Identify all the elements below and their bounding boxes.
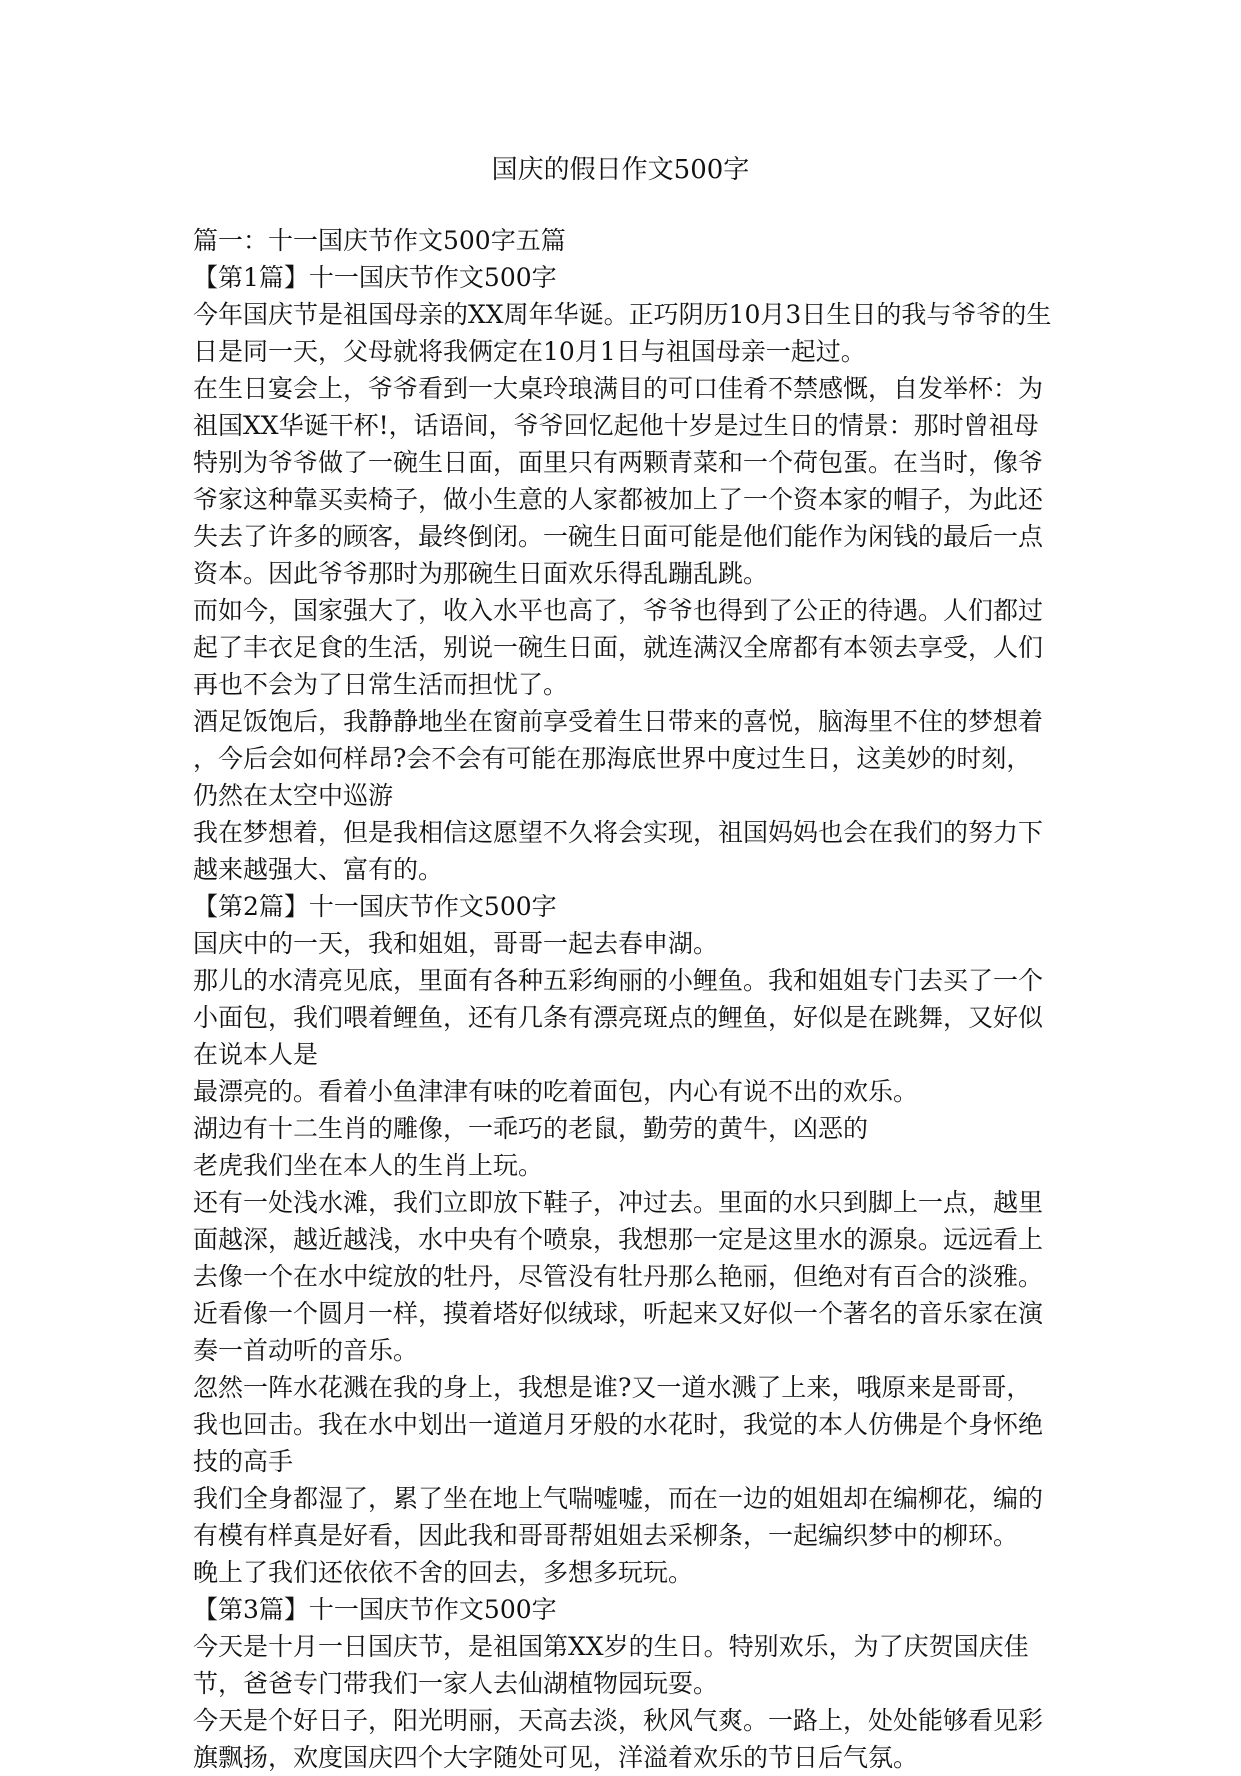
text-line: 还有一处浅水滩，我们立即放下鞋子，冲过去。里面的水只到脚上一点，越里 — [193, 1188, 1044, 1217]
text-line: 资本。因此爷爷那时为那碗生日面欢乐得乱蹦乱跳。 — [193, 559, 769, 588]
text-line: 面越深，越近越浅，水中央有个喷泉，我想那一定是这里水的源泉。远远看上 — [193, 1225, 1044, 1254]
text-line: 国庆中的一天，我和姐姐，哥哥一起去春申湖。 — [193, 929, 719, 958]
text-line: 老虎我们坐在本人的生肖上玩。 — [193, 1151, 544, 1180]
text-line: 在生日宴会上，爷爷看到一大桌玲琅满目的可口佳肴不禁感慨，自发举杯：为 — [193, 374, 1044, 403]
text-line: 今天是十月一日国庆节，是祖国第XX岁的生日。特别欢乐，为了庆贺国庆佳 — [193, 1632, 1029, 1661]
document-title: 国庆的假日作文500字 — [491, 155, 750, 185]
text-line: ，今后会如何样昂?会不会有可能在那海底世界中度过生日，这美妙的时刻， — [193, 744, 1032, 773]
text-line: 【第2篇】十一国庆节作文500字 — [193, 892, 557, 921]
text-line: 篇一：十一国庆节作文500字五篇 — [193, 226, 566, 255]
document-body — [193, 222, 1053, 1776]
text-line: 我在梦想着，但是我相信这愿望不久将会实现，祖国妈妈也会在我们的努力下 — [193, 818, 1044, 847]
text-line: 仍然在太空中巡游 — [193, 781, 394, 810]
text-line: 而如今，国家强大了，收入水平也高了，爷爷也得到了公正的待遇。人们都过 — [193, 596, 1044, 625]
text-line: 再也不会为了日常生活而担忧了。 — [193, 670, 569, 699]
text-line: 起了丰衣足食的生活，别说一碗生日面，就连满汉全席都有本领去享受，人们 — [193, 633, 1044, 662]
text-line: 酒足饭饱后，我静静地坐在窗前享受着生日带来的喜悦，脑海里不住的梦想着 — [193, 707, 1044, 736]
text-line: 小面包，我们喂着鲤鱼，还有几条有漂亮斑点的鲤鱼，好似是在跳舞，又好似 — [193, 1003, 1044, 1032]
text-line: 日是同一天，父母就将我俩定在10月1日与祖国母亲一起过。 — [193, 337, 866, 366]
text-line: 【第3篇】十一国庆节作文500字 — [193, 1595, 557, 1624]
text-line: 奏一首动听的音乐。 — [193, 1336, 419, 1365]
text-line: 近看像一个圆月一样，摸着塔好似绒球，听起来又好似一个著名的音乐家在演 — [193, 1299, 1044, 1328]
text-line: 今天是个好日子，阳光明丽，天高去淡，秋风气爽。一路上，处处能够看见彩 — [193, 1706, 1044, 1735]
text-line: 祖国XX华诞干杯!，话语间，爷爷回忆起他十岁是过生日的情景：那时曾祖母 — [193, 411, 1039, 440]
text-line: 忽然一阵水花溅在我的身上，我想是谁?又一道水溅了上来，哦原来是哥哥， — [193, 1373, 1032, 1402]
text-line: 今年国庆节是祖国母亲的XX周年华诞。正巧阴历10月3日生日的我与爷爷的生 — [193, 300, 1052, 329]
text-line: 特别为爷爷做了一碗生日面，面里只有两颗青菜和一个荷包蛋。在当时，像爷 — [193, 448, 1044, 477]
text-line: 爷家这种靠买卖椅子，做小生意的人家都被加上了一个资本家的帽子，为此还 — [193, 485, 1044, 514]
text-line: 旗飘扬，欢度国庆四个大字随处可见，洋溢着欢乐的节日后气氛。 — [193, 1743, 919, 1772]
text-line: 湖边有十二生肖的雕像，一乖巧的老鼠，勤劳的黄牛，凶恶的 — [193, 1114, 869, 1143]
text-line: 节，爸爸专门带我们一家人去仙湖植物园玩耍。 — [193, 1669, 719, 1698]
text-line: 最漂亮的。看着小鱼津津有味的吃着面包，内心有说不出的欢乐。 — [193, 1077, 919, 1106]
text-line: 晚上了我们还依依不舍的回去，多想多玩玩。 — [193, 1558, 694, 1587]
text-line: 【第1篇】十一国庆节作文500字 — [193, 263, 557, 292]
text-line: 技的高手 — [193, 1447, 294, 1476]
text-line: 我们全身都湿了，累了坐在地上气喘嘘嘘，而在一边的姐姐却在编柳花，编的 — [193, 1484, 1044, 1513]
text-line: 越来越强大、富有的。 — [193, 855, 444, 884]
text-line: 那儿的水清亮见底，里面有各种五彩绚丽的小鲤鱼。我和姐姐专门去买了一个 — [193, 966, 1044, 995]
text-line: 我也回击。我在水中划出一道道月牙般的水花时，我觉的本人仿佛是个身怀绝 — [193, 1410, 1044, 1439]
text-line: 有模有样真是好看，因此我和哥哥帮姐姐去采柳条，一起编织梦中的柳环。 — [193, 1521, 1019, 1550]
text-line: 失去了许多的顾客，最终倒闭。一碗生日面可能是他们能作为闲钱的最后一点 — [193, 522, 1044, 551]
text-line: 在说本人是 — [193, 1040, 319, 1069]
text-line: 去像一个在水中绽放的牡丹，尽管没有牡丹那么艳丽，但绝对有百合的淡雅。 — [193, 1262, 1044, 1291]
